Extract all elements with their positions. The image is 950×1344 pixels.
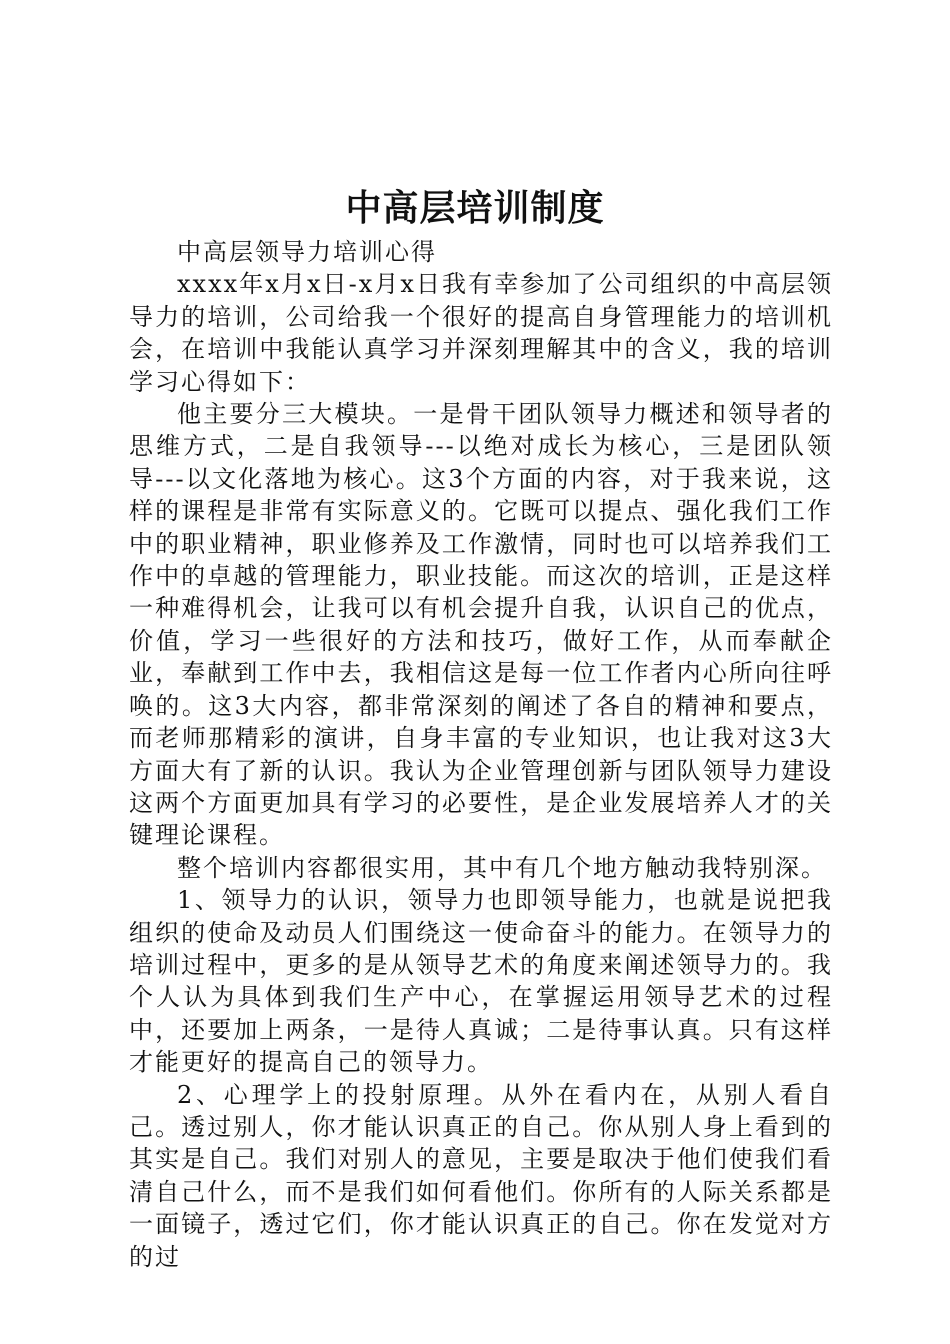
paragraph-subtitle: 中高层领导力培训心得 bbox=[177, 238, 437, 266]
paragraph-modules: 他主要分三大模块。一是骨干团队领导力概述和领导者的思维方式，二是自我领导---以绝对成长为核心，三是团队领导---以文化落地为核心。这3个方面的内容，对于我来说，这样的课程是非常有实际意义的。它既可以提点、强化我们工作中的职业精神，职业修养及工作激情，同时也可以培养我们工作中的卓越的管理能力，职业技能。而这次的培训，正是这样一种难得机会，让我可以有机会提升自我，认识自己的优点，价值，学习一些很好的方法和技巧，做好工作，从而奉献企业，奉献到工作中去，我相信这是每一位工作者内心所向往呼唤的。这3大内容，都非常深刻的阐述了各自的精神和要点，而老师那精彩的演讲，自身丰富的专业知识，也让我对这3大方面大有了新的认识。我认为企业管理创新与团队领导力建设这两个方面更加具有学习的必要性，是企业发展培养人才的关键理论课程。 bbox=[129, 400, 833, 850]
paragraph-point-1: 1、领导力的认识，领导力也即领导能力，也就是说把我组织的使命及动员人们围绕这一使命奋斗的能力。在领导力的培训过程中，更多的是从领导艺术的角度来阐述领导力的。我个人认为具体到我们生产中心，在掌握运用领导艺术的过程中，还要加上两条，一是待人真诚；二是待事认真。只有这样才能更好的提高自己的领导力。 bbox=[129, 886, 833, 1077]
paragraph-summary: 整个培训内容都很实用，其中有几个地方触动我特别深。 bbox=[177, 853, 827, 882]
document-body bbox=[129, 236, 833, 1273]
paragraph-point-2: 2、心理学上的投射原理。从外在看内在，从别人看自己。透过别人，你才能认识真正的自己。你从别人身上看到的其实是自己。我们对别人的意见，主要是取决于他们使我们看清自己什么，而不是我们如何看他们。你所有的人际关系都是一面镜子，透过它们，你才能认识真正的自己。你在发觉对方的过 bbox=[129, 1080, 833, 1271]
document-title: 中高层培训制度 bbox=[345, 187, 605, 229]
paragraph-intro: xxxx年x月x日-x月x日我有幸参加了公司组织的中高层领导力的培训，公司给我一个很好的提高自身管理能力的培训机会，在培训中我能认真学习并深刻理解其中的含义，我的培训学习心得如下： bbox=[129, 270, 833, 396]
